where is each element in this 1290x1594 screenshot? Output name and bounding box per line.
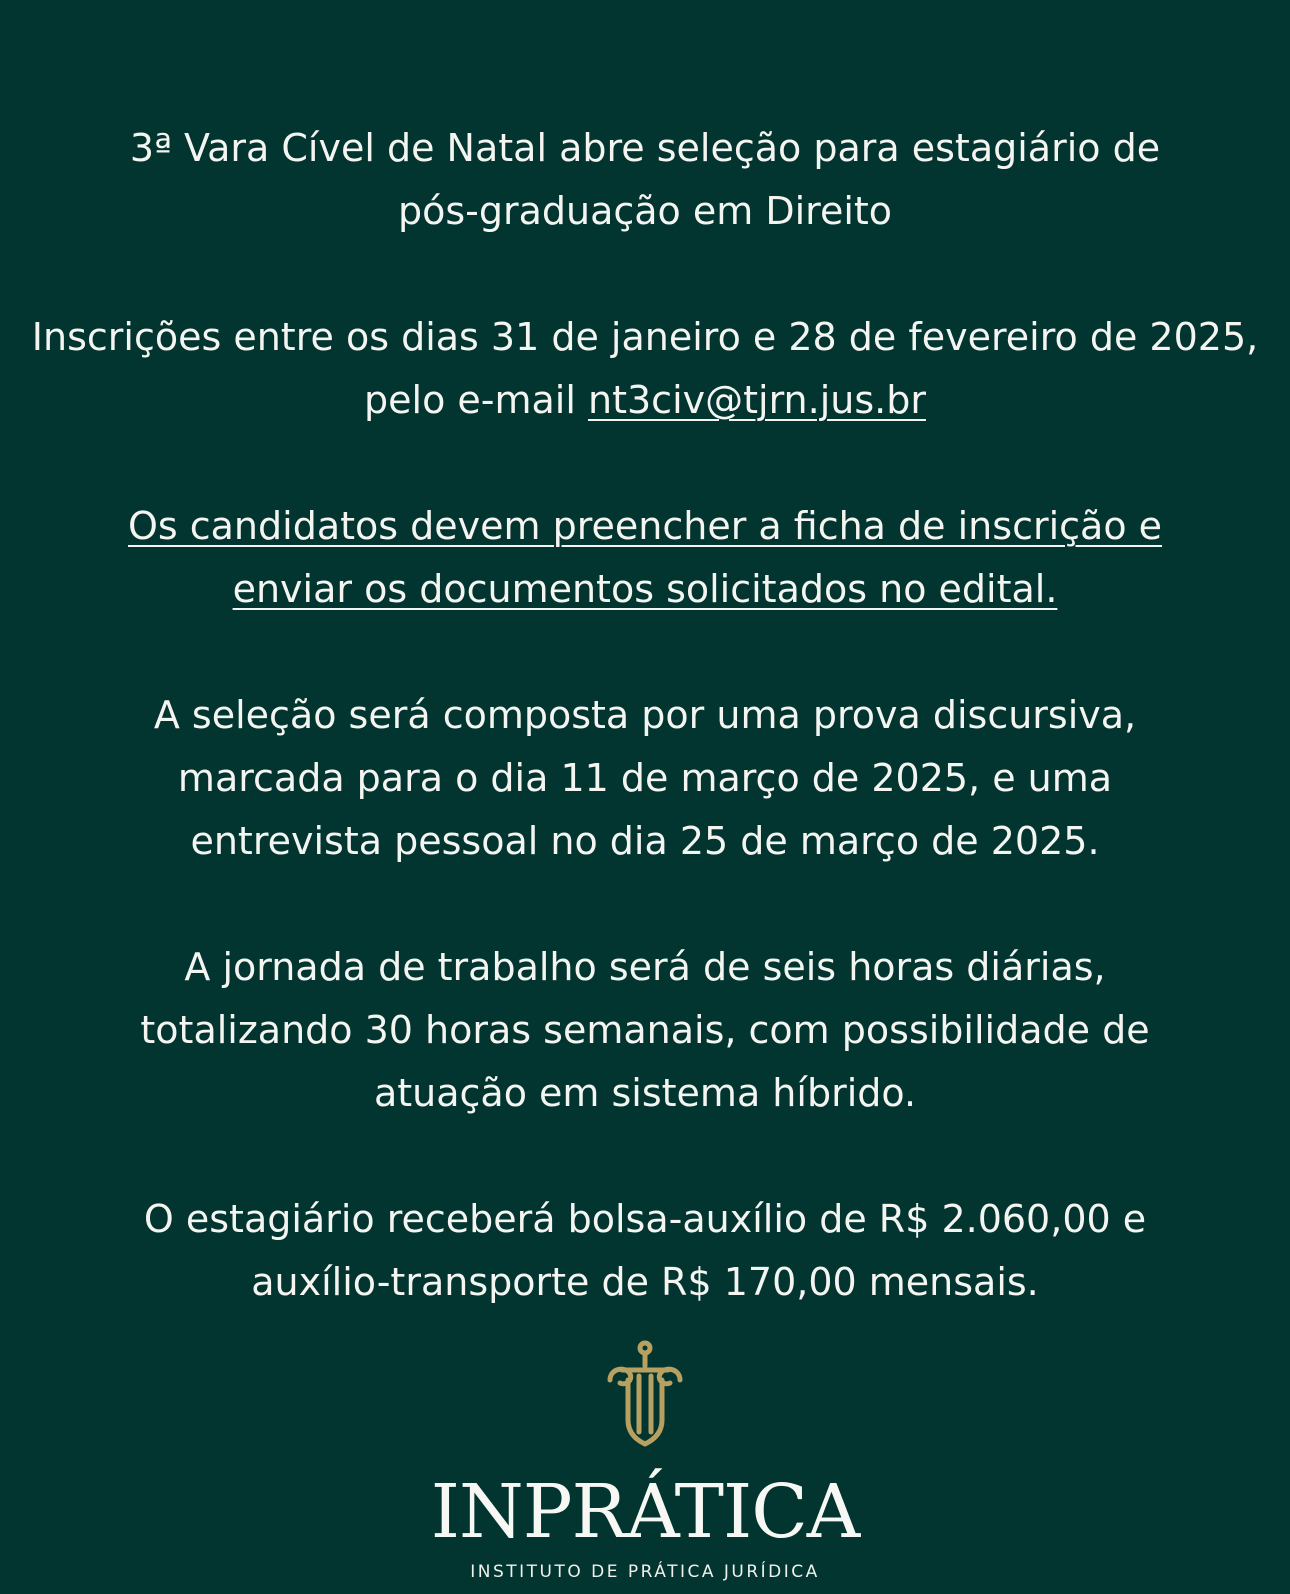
headline-line-1: 3ª Vara Cível de Natal abre seleção para estagiário de [129, 126, 1161, 170]
selection-line-1: A seleção será composta por uma prova discursiva, [153, 693, 1137, 737]
registration-text: Inscrições entre os dias 31 de janeiro e 28 de fevereiro de 2025, pelo e-mail [31, 315, 1259, 422]
stipend-paragraph [0, 1188, 1290, 1314]
announcement-text [0, 117, 1290, 1314]
workload-line-3: atuação em sistema híbrido. [373, 1071, 917, 1115]
requirements-line-1: Os candidatos devem preencher a ficha de inscrição e [127, 504, 1163, 548]
brand-tagline: INSTITUTO DE PRÁTICA JURÍDICA [470, 1562, 820, 1582]
headline [0, 117, 1290, 243]
registration-paragraph [0, 306, 1290, 432]
stipend-line-1: O estagiário receberá bolsa-auxílio de R$ 2.060,00 e [143, 1197, 1147, 1241]
selection-paragraph [0, 684, 1290, 873]
inpratica-logo [0, 1340, 1290, 1582]
workload-line-1: A jornada de trabalho será de seis horas diárias, [184, 945, 1106, 989]
stipend-line-2: auxílio-transporte de R$ 170,00 mensais. [251, 1260, 1039, 1304]
workload-paragraph [0, 936, 1290, 1125]
headline-line-2: pós-graduação em Direito [397, 189, 893, 233]
column-pillar-icon [600, 1340, 690, 1450]
requirements-line-2: enviar os documentos solicitados no edital. [232, 567, 1058, 611]
brand-name: INPRÁTICA [430, 1469, 860, 1555]
workload-line-2: totalizando 30 horas semanais, com possibilidade de [140, 1008, 1150, 1052]
selection-line-2: marcada para o dia 11 de março de 2025, e uma [177, 756, 1113, 800]
selection-line-3: entrevista pessoal no dia 25 de março de 2025. [190, 819, 1100, 863]
requirements-link[interactable] [0, 495, 1290, 621]
email-link[interactable]: nt3civ@tjrn.jus.br [588, 378, 926, 422]
